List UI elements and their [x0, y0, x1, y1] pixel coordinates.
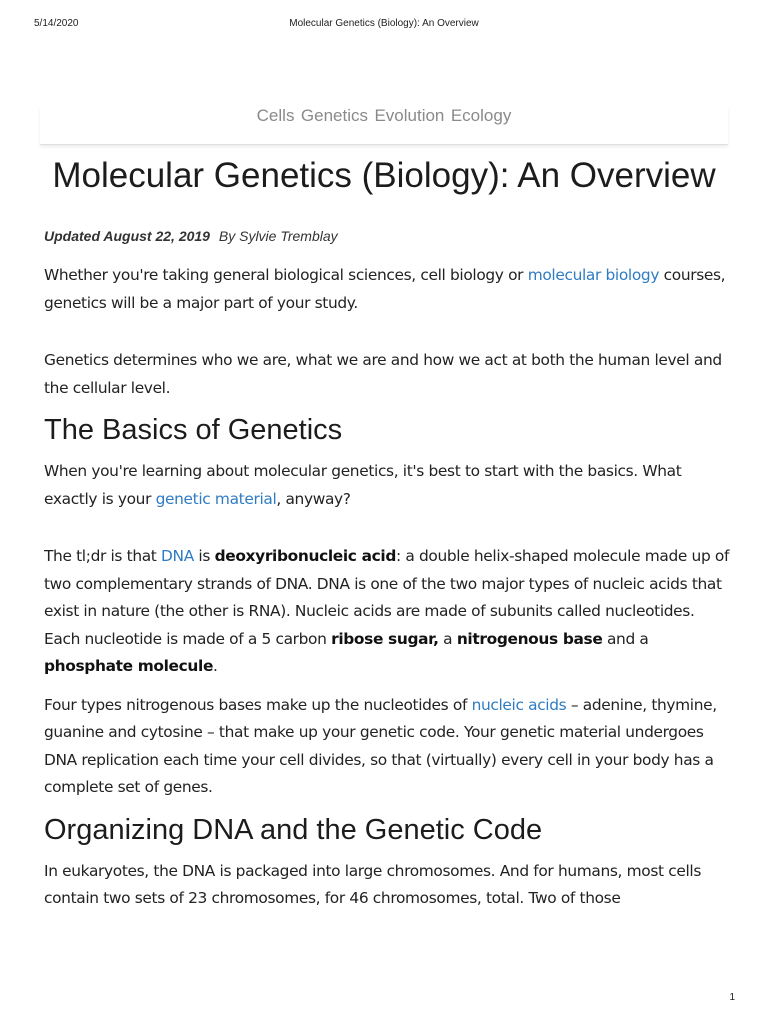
paragraph-nitrogenous-bases	[44, 692, 734, 802]
paragraph-dna	[44, 543, 734, 681]
print-header	[0, 18, 768, 32]
author: By Sylvie Tremblay	[218, 228, 338, 244]
term-ribose-sugar: ribose sugar,	[331, 629, 439, 648]
text-span: courses, genetics will be a major part of your study.	[44, 266, 726, 312]
text-span: – adenine, thymine, guanine and cytosine – that make up your genetic code. Your genetic material undergoes DNA replication each time your cell divides, so that (virtually) every cell in your body has a complete set of genes.	[44, 695, 717, 796]
paragraph-genetics-determines: Genetics determines who we are, what we are and how we act at both the human level and the cellular level.	[44, 351, 722, 397]
text-span: is	[193, 547, 215, 565]
text-span: Four types nitrogenous bases make up the nucleotides of	[44, 695, 472, 714]
term-nitrogenous-base: nitrogenous base	[456, 629, 603, 648]
text-span: , anyway?	[276, 489, 351, 508]
text-span: .	[213, 657, 218, 675]
paragraph-intro	[44, 262, 734, 317]
updated-date: Updated August 22, 2019	[44, 228, 210, 244]
byline	[44, 228, 338, 244]
link-nucleic-acids[interactable]: nucleic acids	[471, 695, 567, 714]
article-title: Molecular Genetics (Biology): An Overview	[52, 156, 716, 195]
heading-organizing-dna: Organizing DNA and the Genetic Code	[44, 813, 543, 846]
page-number: 1	[729, 992, 735, 1003]
text-span: Whether you're taking general biological sciences, cell biology or	[44, 266, 528, 284]
top-nav	[40, 106, 728, 145]
article-body	[44, 262, 734, 913]
term-phosphate-molecule: phosphate molecule	[44, 657, 214, 675]
text-span: : a double helix-shaped molecule made up of two complementary strands of DNA. DNA is one of the two major types of nucleic acids that exist in nature (the other is RNA). Nucleic acids are made of subunits called nucleotides. Each nucleotide is made of a 5 carbon	[44, 547, 730, 648]
link-genetic-material[interactable]: genetic material	[155, 489, 277, 508]
nav-link-cells[interactable]: Cells	[256, 106, 295, 125]
text-span: When you're learning about molecular genetics, it's best to start with the basics. What exactly is your	[44, 462, 682, 508]
nav-link-evolution[interactable]: Evolution	[374, 106, 445, 125]
nav-link-genetics[interactable]: Genetics	[300, 106, 368, 125]
nav-link-ecology[interactable]: Ecology	[450, 106, 512, 125]
term-deoxyribonucleic-acid: deoxyribonucleic acid	[214, 547, 396, 565]
paragraph-basics	[44, 458, 734, 513]
text-span: and a	[602, 629, 649, 648]
text-span: a	[438, 629, 457, 648]
link-molecular-biology[interactable]: molecular biology	[527, 266, 660, 284]
paragraph-eukaryotes: In eukaryotes, the DNA is packaged into large chromosomes. And for humans, most cells contain two sets of 23 chromosomes, for 46 chromosomes, total. Two of those	[44, 861, 701, 907]
print-date: 5/14/2020	[34, 18, 79, 29]
heading-basics: The Basics of Genetics	[44, 414, 343, 446]
print-title: Molecular Genetics (Biology): An Overview	[289, 18, 479, 29]
text-span: The tl;dr is that	[44, 547, 162, 565]
link-dna[interactable]: DNA	[161, 547, 194, 565]
